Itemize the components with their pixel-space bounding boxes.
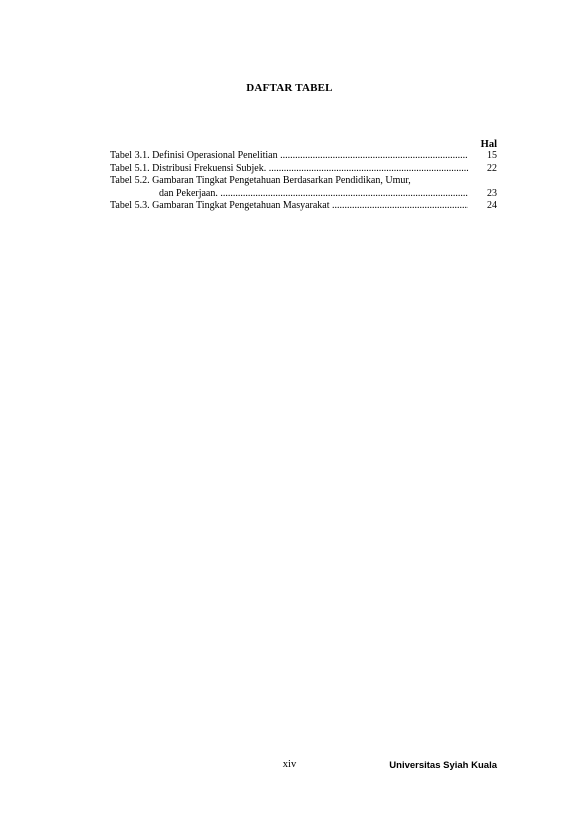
footer-institution: Universitas Syiah Kuala [389, 760, 497, 771]
page-column-header: Hal [480, 139, 497, 150]
table-of-tables [110, 150, 498, 213]
toc-entry [110, 150, 498, 163]
toc-entry-title: Tabel 5.1. Distribusi Frekuensi Subjek. ..... [110, 163, 468, 176]
toc-entry-page: 24 [487, 200, 497, 212]
toc-entry-page: 15 [487, 150, 497, 161]
toc-entry [110, 163, 498, 176]
toc-entry-title: Tabel 5.3. Gambaran Tingkat Pengetahuan Masyarakat ..... [110, 200, 468, 213]
footer-page-number: xiv [282, 759, 297, 770]
toc-entry-page: 23 [487, 187, 497, 199]
toc-entry [110, 175, 498, 188]
toc-entry-title: Tabel 5.2. Gambaran Tingkat Pengetahuan Berdasarkan Pendidikan, Umur, [110, 175, 411, 187]
page-title: DAFTAR TABEL [246, 82, 333, 94]
toc-entry-title-continued: dan Pekerjaan. ..... [159, 188, 468, 201]
toc-entry-page: 22 [487, 162, 497, 174]
toc-entry-continuation [110, 188, 498, 201]
toc-entry-title: Tabel 3.1. Definisi Operasional Penelitian ..... [110, 150, 468, 163]
toc-entry [110, 200, 498, 213]
